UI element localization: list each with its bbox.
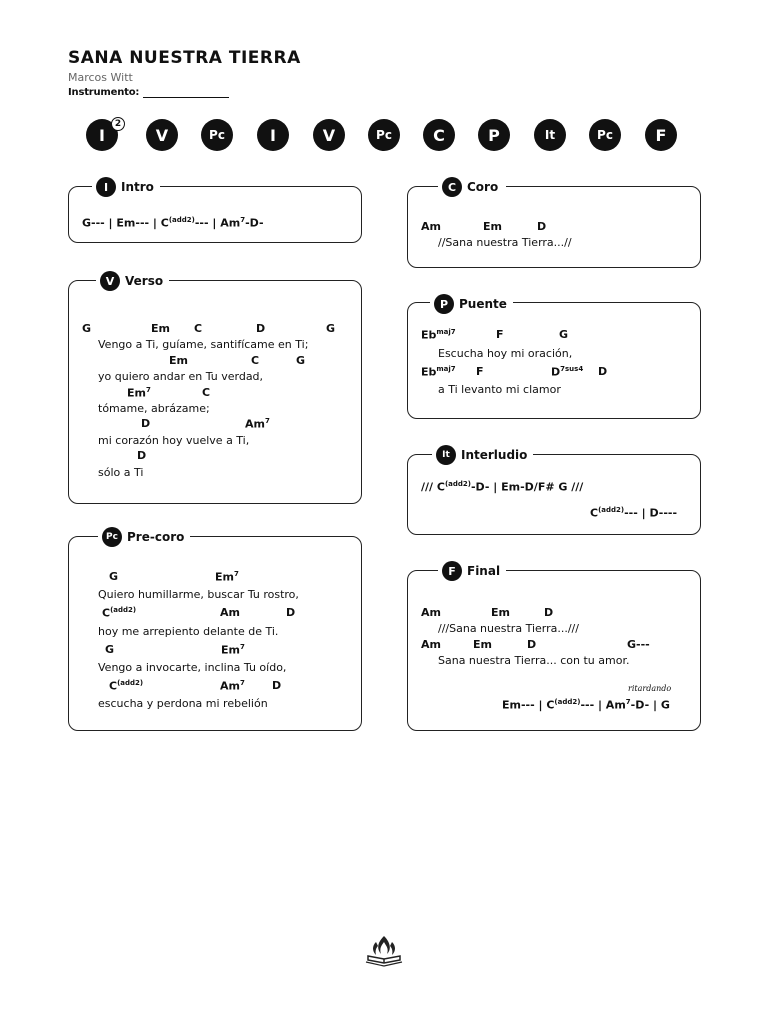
intro-icon: I xyxy=(96,177,116,197)
sequence-repeat-badge: 2 xyxy=(111,117,125,131)
sequence-step-precoro: Pc xyxy=(368,119,400,151)
section-coro-label: Coro xyxy=(467,180,499,194)
verso-lyric-line: yo quiero andar en Tu verdad, xyxy=(98,370,264,383)
section-final-label: Final xyxy=(467,564,501,578)
final-ending-chords: Em--- | $C^{(add2)}---$ | Am$^7$-D- | G xyxy=(502,698,670,712)
final-lyric-line: Sana nuestra Tierra... con tu amor. xyxy=(438,654,630,667)
verso-lyric-line: mi corazón hoy vuelve a Ti, xyxy=(98,434,250,447)
ritardando-marking: ritardando xyxy=(628,684,672,693)
final-chord: Em xyxy=(473,638,492,651)
verso-chord: D xyxy=(137,449,147,462)
precoro-chord: Em$^7$ xyxy=(221,643,245,657)
puente-chord: F xyxy=(476,365,484,378)
puente-lyric-line: a Ti levanto mi clamor xyxy=(438,383,561,396)
instrument-field xyxy=(68,87,229,98)
precoro-chord: Em$^7$ xyxy=(215,570,239,584)
verso-chord: Em xyxy=(151,322,170,335)
verso-chord: G xyxy=(82,322,92,335)
coro-icon: C xyxy=(442,177,462,197)
puente-lyric-line: Escucha hoy mi oración, xyxy=(438,347,573,360)
puente-chord: $D^{7sus4}$ xyxy=(551,365,584,379)
final-chord: D xyxy=(527,638,537,651)
intro-chord-line: G--- | Em--- | $C^{(add2)}---$ | Am$^7$-D- xyxy=(82,216,264,230)
sequence-step-puente: P xyxy=(478,119,510,151)
section-interludio-box xyxy=(407,454,701,535)
section-intro-label: Intro xyxy=(121,180,154,194)
sequence-step-verso: V xyxy=(313,119,345,151)
verso-chord: C xyxy=(251,354,260,367)
verso-icon: V xyxy=(100,271,120,291)
section-verso-header xyxy=(96,271,169,291)
precoro-chord: Am$^7$ xyxy=(220,679,245,693)
precoro-chord: G xyxy=(109,570,119,583)
puente-chord: $Eb^{maj7}$ xyxy=(421,365,456,379)
precoro-lyric-line: Vengo a invocarte, inclina Tu oído, xyxy=(98,661,287,674)
final-chord: G--- xyxy=(627,638,650,651)
section-interludio-label: Interludio xyxy=(461,448,528,462)
verso-lyric-line: sólo a Ti xyxy=(98,466,144,479)
section-intro-header xyxy=(92,177,160,197)
final-chord: Am xyxy=(421,638,441,651)
final-lyric-line: ///Sana nuestra Tierra.../// xyxy=(438,622,579,635)
section-puente-box xyxy=(407,302,701,419)
section-coro-box xyxy=(407,186,701,268)
final-chord: D xyxy=(544,606,554,619)
precoro-chord: D xyxy=(286,606,296,619)
verso-lyric-line: Vengo a Ti, guíame, santifícame en Ti; xyxy=(98,338,309,351)
sequence-step-coro: C xyxy=(423,119,455,151)
puente-chord: G xyxy=(559,328,569,341)
sequence-step-verso: V xyxy=(146,119,178,151)
verso-chord: Em xyxy=(169,354,188,367)
verso-chord: D xyxy=(256,322,266,335)
song-title: SANA NUESTRA TIERRA xyxy=(68,48,301,68)
precoro-lyric-line: hoy me arrepiento delante de Ti. xyxy=(98,625,279,638)
precoro-chord: Am xyxy=(220,606,240,619)
sequence-step-intro: I xyxy=(257,119,289,151)
coro-chord: Am xyxy=(421,220,441,233)
coro-lyric-line: //Sana nuestra Tierra...// xyxy=(438,236,572,249)
precoro-chord: $C^{(add2)}$ xyxy=(102,606,137,620)
sequence-step-final: F xyxy=(645,119,677,151)
section-puente-header xyxy=(430,294,513,314)
verso-lyric-line: tómame, abrázame; xyxy=(98,402,210,415)
puente-chord: D xyxy=(598,365,608,378)
precoro-lyric-line: escucha y perdona mi rebelión xyxy=(98,697,268,710)
sequence-step-intro: I xyxy=(86,119,118,151)
section-final-header xyxy=(438,561,506,581)
flame-book-logo-icon xyxy=(362,932,406,968)
sequence-step-precoro: Pc xyxy=(589,119,621,151)
section-precoro-label: Pre-coro xyxy=(127,530,185,544)
section-verso-label: Verso xyxy=(125,274,164,288)
precoro-chord: G xyxy=(105,643,115,656)
sequence-step-interludio: It xyxy=(534,119,566,151)
final-chord: Am xyxy=(421,606,441,619)
verso-chord: Am$^7$ xyxy=(245,417,270,431)
precoro-chord: D xyxy=(272,679,282,692)
verso-chord: C xyxy=(202,386,211,399)
precoro-lyric-line: Quiero humillarme, buscar Tu rostro, xyxy=(98,588,299,601)
section-precoro-header xyxy=(98,527,190,547)
interludio-icon: It xyxy=(436,445,456,465)
precoro-chord: $C^{(add2)}$ xyxy=(109,679,144,693)
coro-chord: D xyxy=(537,220,547,233)
puente-icon: P xyxy=(434,294,454,314)
verso-chord: D xyxy=(141,417,151,430)
instrument-label: Instrumento: xyxy=(68,87,140,98)
section-interludio-header xyxy=(432,445,533,465)
puente-chord: $Eb^{maj7}$ xyxy=(421,328,456,342)
coro-chord: Em xyxy=(483,220,502,233)
interludio-chord-line: /// $C^{(add2)}-D-$ | Em-D/F# G /// xyxy=(421,480,584,494)
verso-chord: Em$^7$ xyxy=(127,386,151,400)
song-author: Marcos Witt xyxy=(68,71,133,84)
section-coro-header xyxy=(438,177,506,197)
section-puente-label: Puente xyxy=(459,297,507,311)
sequence-step-precoro: Pc xyxy=(201,119,233,151)
verso-chord: C xyxy=(194,322,203,335)
verso-chord: G xyxy=(296,354,306,367)
puente-chord: F xyxy=(496,328,504,341)
precoro-icon: Pc xyxy=(102,527,122,547)
final-chord: Em xyxy=(491,606,510,619)
interludio-chord-line: $C^{(add2)}---$ | D---- xyxy=(590,506,678,520)
instrument-blank-line xyxy=(143,87,229,98)
verso-chord: G xyxy=(326,322,336,335)
final-icon: F xyxy=(442,561,462,581)
